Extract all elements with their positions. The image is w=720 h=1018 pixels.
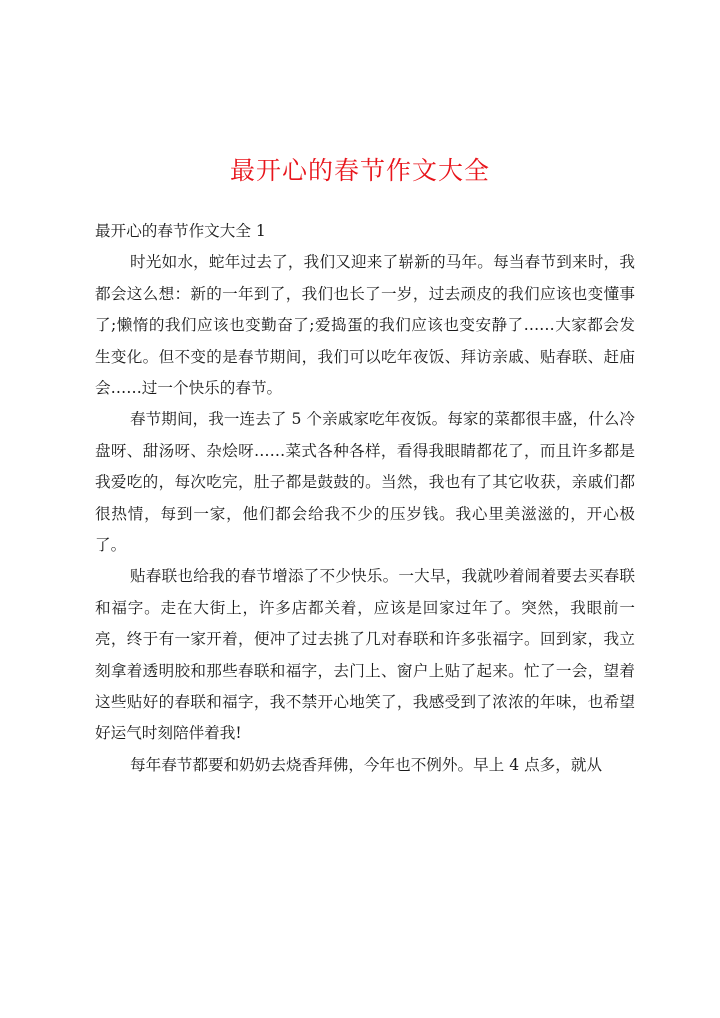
section-title: 最开心的春节作文大全 1 [95, 222, 266, 240]
paragraph-3: 贴春联也给我的春节增添了不少快乐。一大早，我就吵着闹着要去买春联和福字。走在大街上，许多店都关着，应该是回家过年了。突然，我眼前一亮，终于有一家开着，便冲了过去挑了几对春联和许多张福字。回到家，我立刻拿着透明胶和那些春联和福字，去门上、窗户上贴了起来。忙了一会，望着这些贴好的春联和福字，我不禁开心地笑了，我感受到了浓浓的年味，也希望好运气时刻陪伴着我! [95, 567, 635, 743]
document-body [95, 216, 635, 781]
document-title: 最开心的春节作文大全 [229, 156, 490, 185]
paragraph-1: 时光如水，蛇年过去了，我们又迎来了崭新的马年。每当春节到来时，我都会这么想：新的一年到了，我们也长了一岁，过去顽皮的我们应该也变懂事了;懒惰的我们应该也变勤奋了;爱捣蛋的我们应该也变安静了……大家都会发生变化。但不变的是春节期间，我们可以吃年夜饭、拜访亲戚、贴春联、赶庙会……过一个快乐的春节。 [95, 253, 635, 398]
paragraph-2: 春节期间，我一连去了 5 个亲戚家吃年夜饭。每家的菜都很丰盛，什么冷盘呀、甜汤呀、杂烩呀……菜式各种各样，看得我眼睛都花了，而且许多都是我爱吃的，每次吃完，肚子都是鼓鼓的。当然，我也有了其它收获，亲戚们都很热情，每到一家，他们都会给我不少的压岁钱。我心里美滋滋的，开心极了。 [95, 410, 635, 555]
paragraph-4: 每年春节都要和奶奶去烧香拜佛，今年也不例外。早上 4 点多，就从 [130, 755, 603, 774]
